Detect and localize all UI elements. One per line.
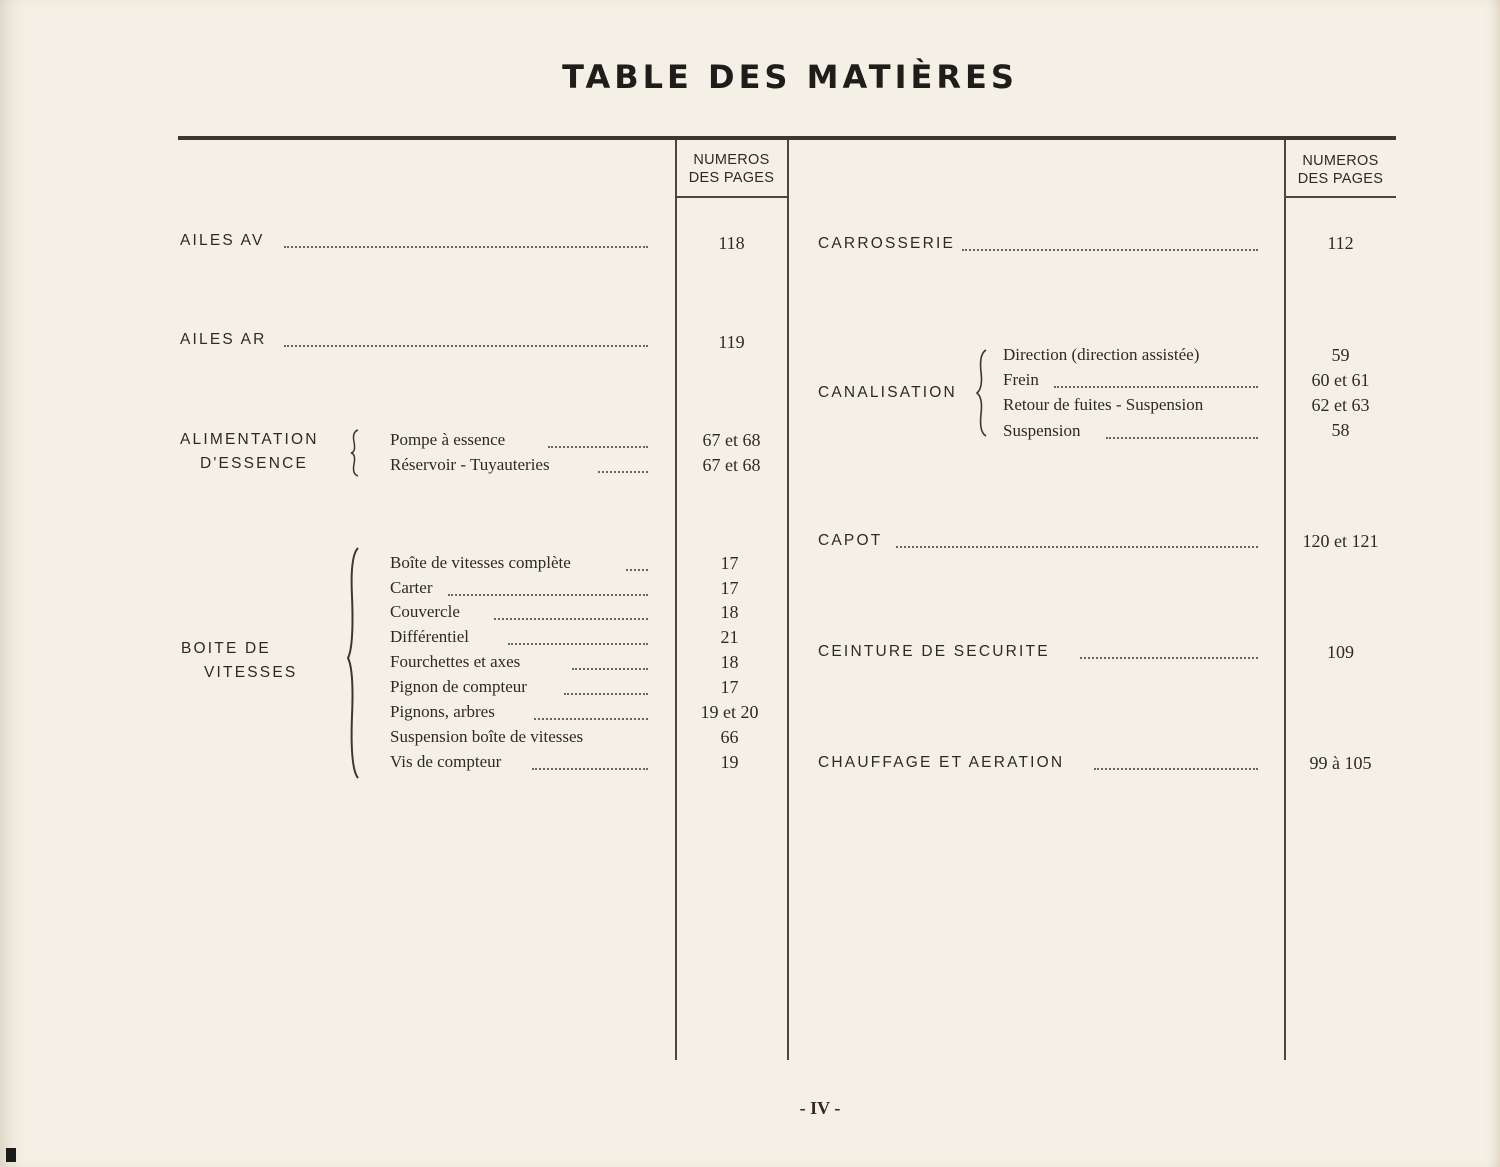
header-line: DES PAGES [1297, 171, 1384, 187]
leader-dots [572, 668, 648, 670]
binding-mark [6, 1148, 16, 1162]
sub-entry: Boîte de vitesses complète [390, 553, 571, 572]
header-line: DES PAGES [688, 170, 775, 186]
sub-entry: Vis de compteur [390, 752, 502, 771]
page-number: 19 et 20 [700, 702, 759, 722]
pages-header-right [1285, 152, 1396, 188]
page-number: 18 [720, 602, 739, 622]
page-number: 120 et 121 [1302, 531, 1379, 551]
page-number: 18 [720, 652, 739, 672]
header-rule [676, 196, 787, 198]
group-canalisation: CANALISATION [818, 384, 957, 401]
group-boite-line2: VITESSES [204, 664, 298, 681]
sub-entry: Couvercle [390, 602, 460, 621]
entry-ailes-ar: AILES AR [180, 331, 267, 348]
brace-icon [344, 546, 362, 780]
page-number: 66 [720, 727, 739, 747]
sub-entry: Direction (direction assistée) [1003, 345, 1200, 364]
leader-dots [1106, 437, 1258, 439]
header-line: NUMEROS [693, 152, 770, 168]
group-boite-line1: BOITE DE [181, 640, 271, 657]
page-number: 99 à 105 [1309, 753, 1372, 773]
page-title: TABLE DES MATIÈRES [562, 58, 1018, 96]
sub-entry: Différentiel [390, 627, 469, 646]
sub-entry: Fourchettes et axes [390, 652, 521, 671]
group-alimentation-line2: D'ESSENCE [200, 455, 309, 472]
sub-entry: Pignon de compteur [390, 677, 527, 696]
sub-entry: Pignons, arbres [390, 702, 495, 721]
leader-dots [1054, 386, 1258, 388]
leader-dots [448, 594, 648, 596]
column-divider [1284, 140, 1286, 1060]
page-number: 17 [720, 553, 739, 573]
header-rule [1285, 196, 1396, 198]
entry-capot: CAPOT [818, 532, 883, 549]
leader-dots [532, 768, 648, 770]
page-number: 60 et 61 [1311, 370, 1370, 390]
entry-ailes-av: AILES AV [180, 232, 265, 249]
page-number: 62 et 63 [1311, 395, 1370, 415]
sub-entry: Retour de fuites - Suspension [1003, 395, 1204, 414]
leader-dots [564, 693, 648, 695]
leader-dots [626, 569, 648, 571]
leader-dots [284, 345, 648, 347]
leader-dots [534, 718, 648, 720]
sub-entry: Suspension [1003, 421, 1081, 440]
leader-dots [1094, 768, 1258, 770]
page-number: 112 [1327, 233, 1354, 253]
page-number: 109 [1327, 642, 1354, 662]
leader-dots [548, 446, 648, 448]
brace-icon [974, 348, 990, 438]
leader-dots [1080, 657, 1258, 659]
page-number: 19 [720, 752, 739, 772]
leader-dots [508, 643, 648, 645]
page-number: 67 et 68 [702, 430, 761, 450]
page-number: 17 [720, 578, 739, 598]
entry-carrosserie: CARROSSERIE [818, 235, 956, 252]
leader-dots [598, 471, 648, 473]
sub-entry: Carter [390, 578, 433, 597]
leader-dots [962, 249, 1258, 251]
entry-chauffage: CHAUFFAGE ET AERATION [818, 754, 1065, 771]
leader-dots [284, 246, 648, 248]
header-line: NUMEROS [1302, 153, 1379, 169]
pages-header-left [676, 151, 787, 187]
sub-entry: Pompe à essence [390, 430, 506, 449]
page-number: 119 [718, 332, 745, 352]
page-number: 118 [718, 233, 745, 253]
column-divider [787, 140, 789, 1060]
leader-dots [896, 546, 1258, 548]
leader-dots [494, 618, 648, 620]
page-footer-number: - IV - [799, 1098, 841, 1118]
page-number: 17 [720, 677, 739, 697]
entry-ceinture: CEINTURE DE SECURITE [818, 643, 1050, 660]
sub-entry: Suspension boîte de vitesses [390, 727, 584, 746]
column-divider [675, 140, 677, 1060]
page-number: 59 [1331, 345, 1350, 365]
brace-icon [348, 428, 362, 478]
group-alimentation-line1: ALIMENTATION [180, 431, 319, 448]
sub-entry: Frein [1003, 370, 1039, 389]
page-number: 67 et 68 [702, 455, 761, 475]
page-number: 21 [720, 627, 739, 647]
page-number: 58 [1331, 420, 1350, 440]
sub-entry: Réservoir - Tuyauteries [390, 455, 550, 474]
